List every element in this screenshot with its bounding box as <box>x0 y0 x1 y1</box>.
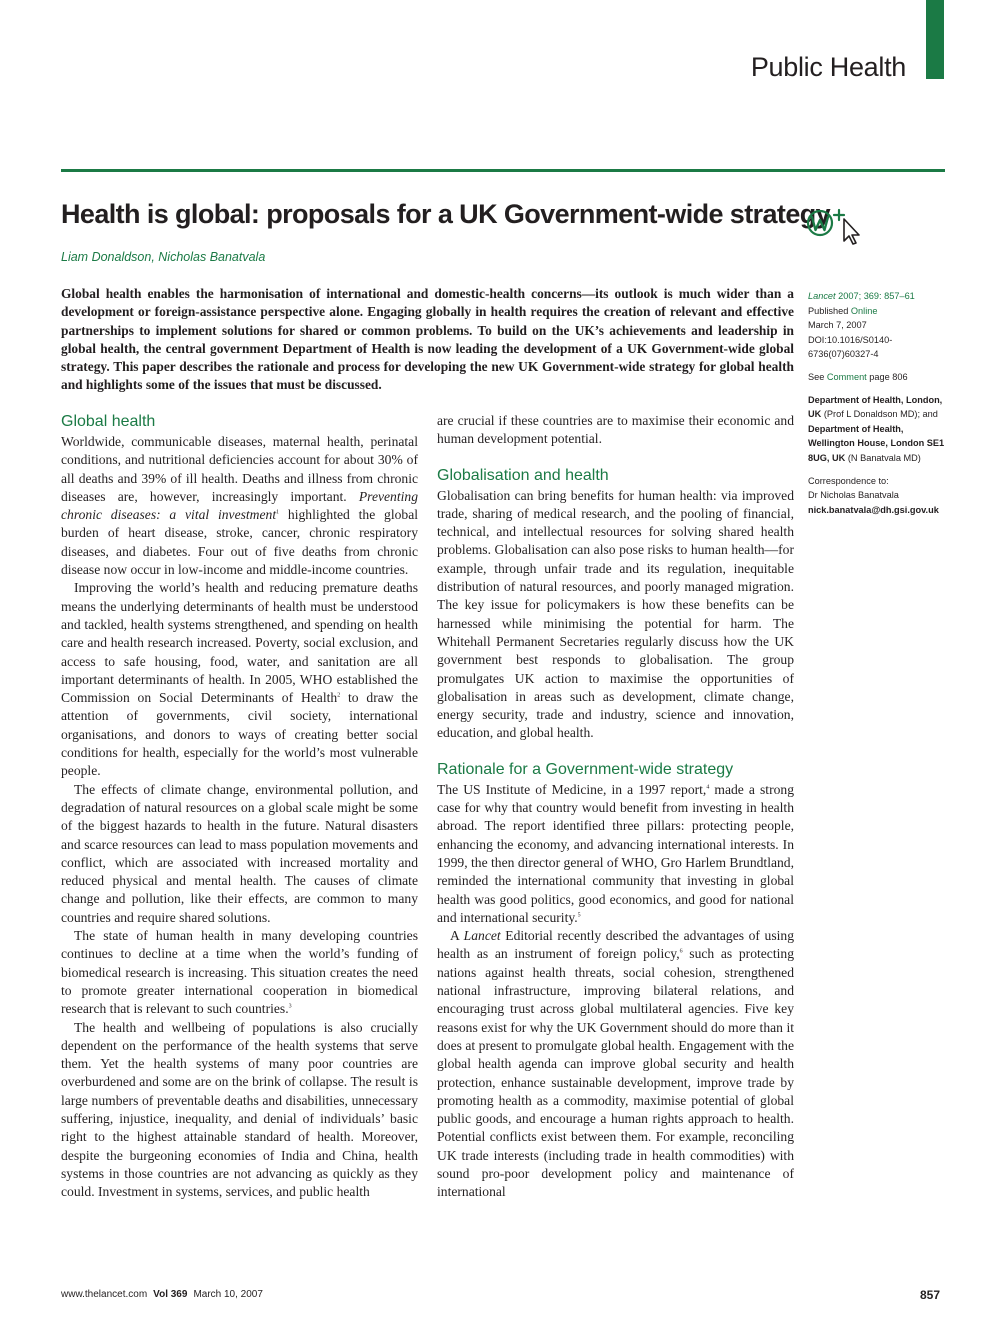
correspondence-name: Dr Nicholas Banatvala <box>808 490 899 501</box>
comment-link[interactable]: Comment <box>826 371 867 382</box>
paragraph <box>437 781 794 927</box>
article-authors: Liam Donaldson, Nicholas Banatvala <box>61 250 266 264</box>
affiliation-1-note: (Prof L Donaldson MD); and <box>821 409 938 420</box>
paragraph: Globalisation can bring benefits for human health: via improved trade, sharing of medical research, and the pooling of financial, technical, and intellectual resources for solving shared health problems. Globalisation can also pose risks to human health—for example, through unfair trade and its regulation, inequitable distribution of natural resources, and poorly managed migration. The key issue for policymakers is how these benefits can be harnessed while minimising the potential for harm. The Whitehall Permanent Secretaries regularly discuss how the UK government best responds to globalisation. The group promulgates UK action to maximise the opportunities of globalisation in areas such as development, climate change, energy security, trade and industry, science and innovation, education, and global health. <box>437 487 794 741</box>
page-number: 857 <box>919 1288 940 1302</box>
body-column-right <box>437 412 794 1202</box>
article-info-sidebar <box>808 289 948 525</box>
published-prefix: Published <box>808 305 851 316</box>
section-label: Public Health <box>750 52 906 82</box>
text-run: made a strong case for why that country would benefit from investing in health abroad. The report identified three pillars: protecting people, enhancing the economy, and advancing international interests. In 1999, the then director general of WHO, Gro Harlem Brundtland, reminded the international community that investing in global health was good politics, good economics, and good for national and international security. <box>437 781 794 925</box>
text-run: Improving the world’s health and reducing premature deaths means the underlying determinants of health must be understood and tackled, health systems strengthened, and spending on health care and health research increased. Poverty, social exclusion, and access to safe housing, food, water, and sanitation are all important determinants of health. In 2005, WHO established the Commission on Social Determinants of Health <box>61 580 418 706</box>
journal-name: Lancet <box>808 291 836 301</box>
see-prefix: See <box>808 371 827 382</box>
footer-volume: Vol 369 <box>153 1289 188 1300</box>
reference-marker[interactable]: 2 <box>337 692 341 699</box>
correspondence <box>808 474 948 518</box>
paragraph: The health and wellbeing of populations is also crucially dependent on the performance of the health systems that serve them. Yet the health systems of many poor countries are overburdened and some are on the brink of collapse. The result is large numbers of preventable deaths and disabilities, unnecessary suffering, injustice, inequality, and denial of individuals’ basic right to the highest attainable standard of health. Moreover, despite the burgeoning economies of India and China, health systems in those countries are not advancing as quickly as they could. Investment in systems, services, and public health <box>61 1019 418 1200</box>
reference-marker[interactable]: 4 <box>706 784 710 791</box>
footer-date: March 10, 2007 <box>193 1289 263 1300</box>
heading-globalisation: Globalisation and health <box>437 466 609 484</box>
text-run: The US Institute of Medicine, in a 1997 report, <box>437 781 707 797</box>
text-run: Worldwide, communicable diseases, maternal health, perinatal conditions, and nutritional deficiencies account for about 30% of all deaths and 39% of ill health. Deaths and illness from chronic diseases are, however, increasingly important. <box>61 434 418 504</box>
heading-rationale: Rationale for a Government-wide strategy <box>437 760 734 778</box>
affiliation-1: Department of Health, London, UK <box>808 394 943 420</box>
correspondence-email[interactable]: nick.banatvala@dh.gsi.gov.uk <box>808 504 939 515</box>
text-run: to draw the attention of governments, civil society, international organisations, and donors to ways of creating better social conditions for health, especially for the world’s most vulnerable people. <box>61 690 418 779</box>
paragraph: are crucial if these countries are to maximise their economic and human development potential. <box>437 413 794 447</box>
heading-global-health: Global health <box>61 413 156 430</box>
report-title: Preventing chronic diseases: a vital investment <box>61 488 418 523</box>
see-page: page 806 <box>866 371 908 382</box>
footer-url[interactable]: www.thelancet.com <box>61 1289 148 1300</box>
correspondence-label: Correspondence to: <box>808 475 889 486</box>
text-run: highlighted the global burden of heart disease, stroke, cancer, chronic respiratory diseases, and diabetes. Four out of five deaths from chronic disease now occur in low-income and middle-income countries. <box>61 507 419 578</box>
section-color-bar <box>926 0 944 79</box>
affiliation-2: Department of Health, Wellington House, London SE1 8UG, UK <box>808 423 945 463</box>
header-rule <box>61 169 945 172</box>
web-extra-icon[interactable] <box>806 206 864 246</box>
citation-block <box>808 289 948 362</box>
reference-marker[interactable]: 1 <box>276 509 280 516</box>
footer-info <box>61 1289 263 1300</box>
paragraph <box>61 927 418 1018</box>
doi: DOI:10.1016/S0140-6736(07)60327-4 <box>808 334 893 360</box>
reference-marker[interactable]: 3 <box>288 1003 292 1010</box>
reference-marker[interactable]: 5 <box>577 912 581 919</box>
article-title: Health is global: proposals for a UK Government-wide strategy <box>61 199 831 229</box>
affiliation-2-note: (N Banatvala MD) <box>845 452 921 463</box>
body-column-left <box>61 412 418 1201</box>
citation-detail: 2007; 369: 857–61 <box>835 291 915 301</box>
text-run: A <box>450 928 464 944</box>
published-online-link[interactable]: Online <box>850 305 878 316</box>
published-date: March 7, 2007 <box>808 320 867 331</box>
abstract: Global health enables the harmonisation of international and domestic-health concerns—its outlook is much wider than a development or foreign-assistance perspective alone. Engaging globally in health requires the creation of relevant and effective partnerships to implement solutions for shared or common problems. To build on the UK’s achievements and leadership in global health, the central government Department of Health is now leading the development of a UK Government-wide global strategy. This paper describes the rationale and process for developing the new UK Government-wide strategy for global health and highlights some of the issues that must be discussed. <box>61 286 794 393</box>
reference-marker[interactable]: 6 <box>679 948 683 955</box>
text-run: Editorial recently described the advantages of using health as an instrument of foreign policy, <box>437 928 795 962</box>
paragraph <box>61 579 418 780</box>
text-run: such as protecting nations against health threats, social cohesion, strengthened national infrastructure, improving bilateral relations, and encouraging trust across global multilateral agencies. Five key reasons exist for why the UK Government should do more than it does at present to promulgate global health. Engagement with the global health agenda can improve global security and health protection, enhance sustainable development, improve trade by promoting health as a commodity, maximise potential of global public goods, and encourage a human rights approach to health. Potential conflicts exist between them. For example, reconciling UK trade interests (including trade in health commodities) with sound pro-poor development policy and maintenance of international <box>437 946 794 1200</box>
paragraph <box>437 927 794 1201</box>
text-run: The state of human health in many developing countries continues to decline at a time when the world’s funding of biomedical research is increasing. This situation creates the need to promote greater international cooperation in biomedical research that is relevant to such countries. <box>61 928 418 1017</box>
paragraph: The effects of climate change, environmental pollution, and degradation of natural resources on a global scale might be some of the biggest hazards to health in the future. Natural disasters and scarce resources can lead to mass population movements and conflict, which are associated with increased mortality and reduced physical and mental health. The causes of climate change and pollution, like their effects, are common to many countries and require shared solutions. <box>61 781 418 925</box>
journal-name: Lancet <box>463 928 501 944</box>
paragraph <box>61 433 418 579</box>
affiliations <box>808 393 948 466</box>
see-comment <box>808 370 948 385</box>
